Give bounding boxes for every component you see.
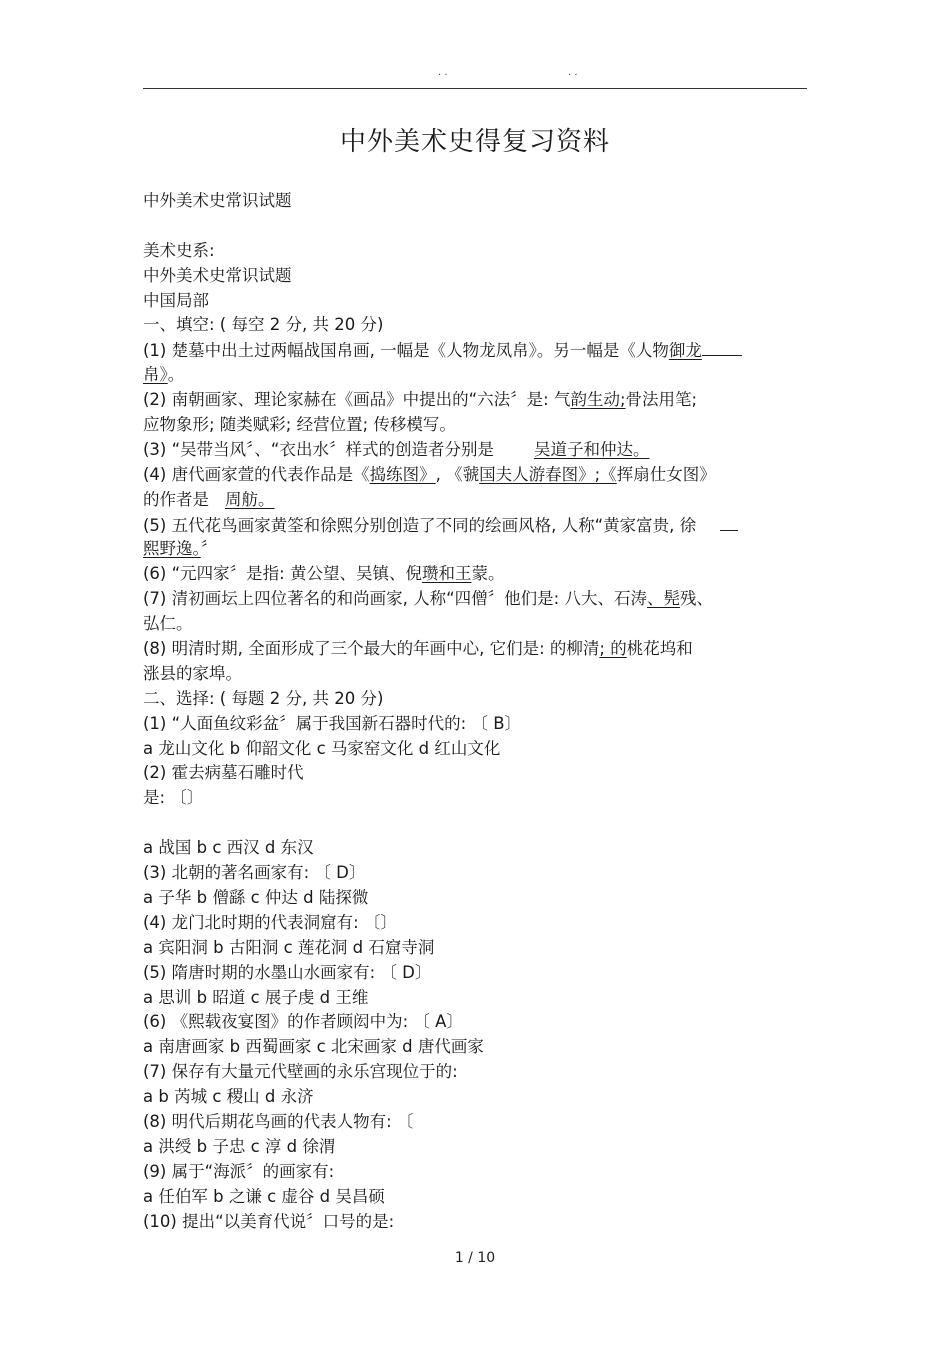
text: 骨法用笔; xyxy=(625,390,698,410)
header-rule xyxy=(143,88,807,89)
blank xyxy=(702,338,742,356)
answer: ; 的 xyxy=(599,639,627,659)
answer: 熙野逸。 xyxy=(143,539,201,559)
text: (4) 唐代画家萱的代表作品是《 xyxy=(143,464,370,484)
answer: 国夫人游春图》;《 xyxy=(479,464,617,484)
answer: 周舫。 xyxy=(225,489,275,509)
subtitle: 中外美术史常识试题 xyxy=(143,191,292,210)
text: (7) 清初画坛上四位著名的和尚画家, 人称“四僧〞他们是: 八大、石涛 xyxy=(143,589,647,609)
choice-q10: (10) 提出“以美育代说〞口号的是: xyxy=(143,1211,395,1231)
section-choice-heading: 二、选择: ( 每题 2 分, 共 20 分) xyxy=(143,688,384,708)
fill-q7-line1 xyxy=(143,587,807,612)
text: (5) 五代花鸟画家黄筌和徐熙分别创造了不同的绘画风格, 人称“黄家富贵, 徐 xyxy=(143,515,697,535)
fill-q7-line2: 弘仁。 xyxy=(143,614,193,634)
fill-q8-line2: 涨县的家埠。 xyxy=(143,663,242,683)
choice-q1-options: a 龙山文化 b 仰韶文化 c 马家窑文化 d 红山文化 xyxy=(143,738,501,758)
fill-q1-line2 xyxy=(143,363,807,388)
choice-q1: (1) “人面鱼纹彩盆〞属于我国新石器时代的: 〔 B〕 xyxy=(143,713,522,733)
answer: 捣练图》 xyxy=(369,464,436,484)
choice-q2-cont: 是: 〔〕 xyxy=(143,788,204,808)
text: 。 xyxy=(167,365,185,385)
choice-q3-options: a 子华 b 僧繇 c 仲达 d 陆探微 xyxy=(143,887,369,907)
choice-q4: (4) 龙门北时期的代表洞窟有: 〔〕 xyxy=(143,912,397,932)
spacer xyxy=(143,214,807,239)
answer: 帛》 xyxy=(143,365,168,385)
text: 桃花坞和 xyxy=(626,639,693,659)
dept-line: 美术史系: xyxy=(143,240,215,260)
choice-q9-options: a 任伯军 b 之谦 c 虚谷 d 吴昌硕 xyxy=(143,1186,385,1206)
answer: 吴道子和仲达。 xyxy=(533,439,650,459)
fill-q3 xyxy=(143,438,807,463)
answer: 瓒和王 xyxy=(421,564,472,584)
answer: 、髡 xyxy=(646,589,680,609)
text: 的作者是 xyxy=(143,489,209,509)
header-dots xyxy=(0,70,950,84)
choice-q9: (9) 属于“海派〞的画家有: xyxy=(143,1161,335,1181)
fill-q4-line1 xyxy=(143,463,807,488)
spacer xyxy=(143,811,807,836)
blank xyxy=(720,513,738,531)
answer: 御龙 xyxy=(668,341,702,361)
choice-q6: (6) 《熙载夜宴图》的作者顾闳中为: 〔 A〕 xyxy=(143,1012,463,1032)
text: , 《虢 xyxy=(435,464,480,484)
text: 残、 xyxy=(679,589,713,609)
part-heading: 中国局部 xyxy=(143,290,209,310)
subtitle-repeat: 中外美术史常识试题 xyxy=(143,265,292,285)
answer: 韵生动; xyxy=(570,390,626,410)
choice-q4-options: a 宾阳洞 b 古阳洞 c 莲花洞 d 石窟寺洞 xyxy=(143,937,435,957)
choice-q3: (3) 北朝的著名画家有: 〔 D〕 xyxy=(143,863,366,883)
fill-q4-line2 xyxy=(143,488,807,513)
choice-q6-options: a 南唐画家 b 西蜀画家 c 北宋画家 d 唐代画家 xyxy=(143,1037,484,1057)
choice-q5: (5) 隋唐时期的水墨山水画家有: 〔 D〕 xyxy=(143,962,432,982)
choice-q8-options: a 洪绶 b 子忠 c 淳 d 徐渭 xyxy=(143,1136,336,1156)
text: (2) 南朝画家、理论家赫在《画品》中提出的“六法〞是: 气 xyxy=(143,390,571,410)
text: (6) “元四家〞是指: 黄公望、吴镇、倪 xyxy=(143,564,422,584)
document-body xyxy=(143,189,807,1234)
fill-q6 xyxy=(143,562,807,587)
fill-q1-line1 xyxy=(143,338,807,363)
header-dots-right: · · xyxy=(568,70,578,81)
header-dots-left: · · xyxy=(438,70,448,81)
fill-q5-line2 xyxy=(143,537,807,562)
text: 蒙。 xyxy=(471,564,505,584)
choice-q2-options: a 战国 b c 西汉 d 东汉 xyxy=(143,838,314,858)
choice-q7: (7) 保存有大量元代壁画的永乐宫现位于的: xyxy=(143,1062,458,1082)
text: (1) 楚墓中出土过两幅战国帛画, 一幅是《人物龙凤帛》。另一幅是《人物 xyxy=(143,341,669,361)
page-number: 1 / 10 xyxy=(454,1250,496,1266)
text: (3) “吴带当风〞、“衣出水〞样式的创造者分别是 xyxy=(143,439,494,459)
text: 〞 xyxy=(200,539,218,559)
text: 挥扇仕女图》 xyxy=(616,464,716,484)
text: (8) 明清时期, 全面形成了三个最大的年画中心, 它们是: 的柳清 xyxy=(143,639,600,659)
fill-q5-line1 xyxy=(143,513,807,538)
fill-q8-line1 xyxy=(143,637,807,662)
choice-q5-options: a 思训 b 昭道 c 展子虔 d 王维 xyxy=(143,987,369,1007)
page-title: 中外美术史得复习资料 xyxy=(339,127,610,157)
fill-q2-line1 xyxy=(143,388,807,413)
choice-q2: (2) 霍去病墓石雕时代 xyxy=(143,763,304,783)
section-fill-heading: 一、填空: ( 每空 2 分, 共 20 分) xyxy=(143,315,384,335)
choice-q7-options: a b 芮城 c 稷山 d 永济 xyxy=(143,1087,314,1107)
choice-q8: (8) 明代后期花鸟画的代表人物有: 〔 xyxy=(143,1111,414,1131)
fill-q2-line2: 应物象形; 随类赋彩; 经营位置; 传移模写。 xyxy=(143,415,456,435)
